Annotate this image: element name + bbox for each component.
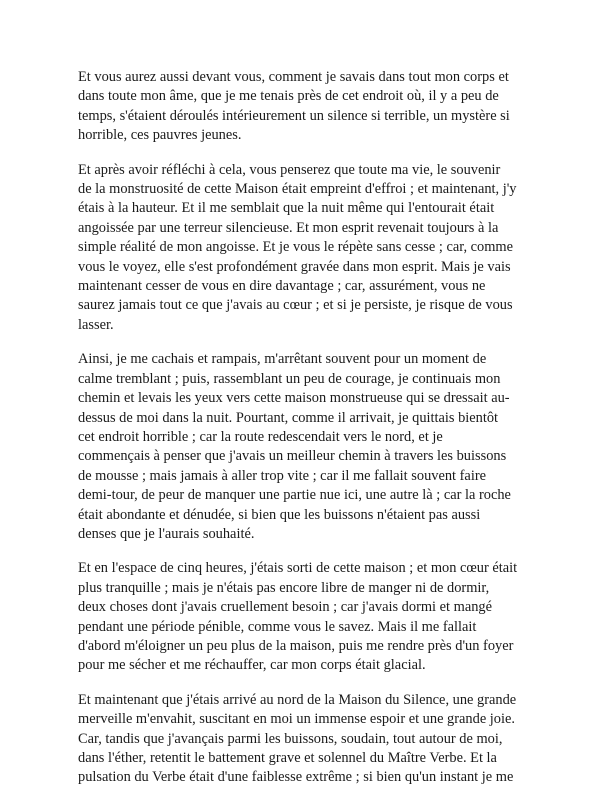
text-line: pulsation du Verbe était d'une faiblesse extrême ; si bien qu'un instant je me <box>78 769 514 786</box>
text-line: étais à la hauteur. Et il me semblait que la nuit même qui l'entourait était <box>78 200 495 217</box>
text-line: Et vous aurez aussi devant vous, comment je savais dans tout mon corps et <box>78 69 509 85</box>
text-line: dessus de moi dans la nuit. Pourtant, comme il arrivait, je quittais bientôt <box>78 409 499 426</box>
text-line: était abondante et dénudée, si bien que les buissons n'étaient pas aussi <box>78 506 481 523</box>
text-line: pour me sécher et me réchauffer, car mon corps était glacial. <box>78 657 426 674</box>
text-line: Car, tandis que j'avançais parmi les buissons, soudain, tout autour de moi, <box>78 730 503 747</box>
text-line: pendant une période pénible, comme vous le savez. Mais il me fallait <box>78 618 477 635</box>
text-line: dans l'éther, retentit le battement grave et solennel du Maître Verbe. Et la <box>78 750 497 766</box>
text-line: deux choses dont j'avais cruellement besoin ; car j'avais dormi et mangé <box>78 599 492 616</box>
text-line: denses que je l'aurais souhaité. <box>78 525 255 542</box>
document-page <box>78 68 540 803</box>
text-line: lasser. <box>78 316 114 333</box>
paragraph-2 <box>78 161 540 336</box>
text-line: angoissée par une terreur silencieuse. Et mon esprit revenait toujours à la <box>78 219 499 236</box>
text-line: de la monstruosité de cette Maison était empreint d'effroi ; et maintenant, j'y <box>78 181 517 198</box>
text-line: maintenant cesser de vous en dire davantage ; car, assurément, vous ne <box>78 278 486 295</box>
text-line: plus tranquille ; mais je n'étais pas encore libre de manger ni de dormir, <box>78 579 490 596</box>
text-line: Ainsi, je me cachais et rampais, m'arrêtant souvent pour un moment de <box>78 351 487 368</box>
paragraph-5 <box>78 691 540 788</box>
text-line: de mousse ; mais jamais à aller trop vite ; car il me fallait souvent faire <box>78 467 486 484</box>
text-line: demi-tour, de peur de manquer une partie nue ici, une autre là ; car la roche <box>78 487 511 504</box>
text-line: Et après avoir réfléchi à cela, vous penserez que toute ma vie, le souvenir <box>78 161 501 178</box>
text-line: saurez jamais tout ce que j'avais au cœur ; et si je persiste, je risque de vous <box>78 297 513 314</box>
paragraph-1 <box>78 68 540 146</box>
text-line: calme tremblant ; puis, rassemblant un peu de courage, je continuais mon <box>78 370 501 387</box>
text-line: temps, s'étaient déroulés intérieurement un silence si terrible, un mystère si <box>78 107 510 124</box>
text-line: simple réalité de mon angoisse. Et je vous le répète sans cesse ; car, comme <box>78 239 513 256</box>
text-line: Et en l'espace de cinq heures, j'étais sorti de cette maison ; et mon cœur était <box>78 560 518 577</box>
text-line: d'abord m'éloigner un peu plus de la maison, puis me rendre près d'un foyer <box>78 637 514 654</box>
paragraph-3 <box>78 350 540 544</box>
text-line: chemin et levais les yeux vers cette maison monstrueuse qui se dressait au- <box>78 390 510 407</box>
paragraph-4 <box>78 559 540 675</box>
text-line: commençais à penser que j'avais un meilleur chemin à travers les buissons <box>78 448 507 465</box>
text-line: vous le voyez, elle s'est profondément gravée dans mon esprit. Mais je vais <box>78 258 511 275</box>
text-line: Et maintenant que j'étais arrivé au nord de la Maison du Silence, une grande <box>78 691 517 708</box>
text-line: cet endroit horrible ; car la route redescendait vers le nord, et je <box>78 428 443 445</box>
text-line: merveille m'envahit, suscitant en moi un immense espoir et une grande joie. <box>78 711 515 728</box>
text-line: dans toute mon âme, que je me tenais près de cet endroit où, il y a peu de <box>78 88 499 105</box>
text-line: horrible, ces pauvres jeunes. <box>78 127 242 144</box>
